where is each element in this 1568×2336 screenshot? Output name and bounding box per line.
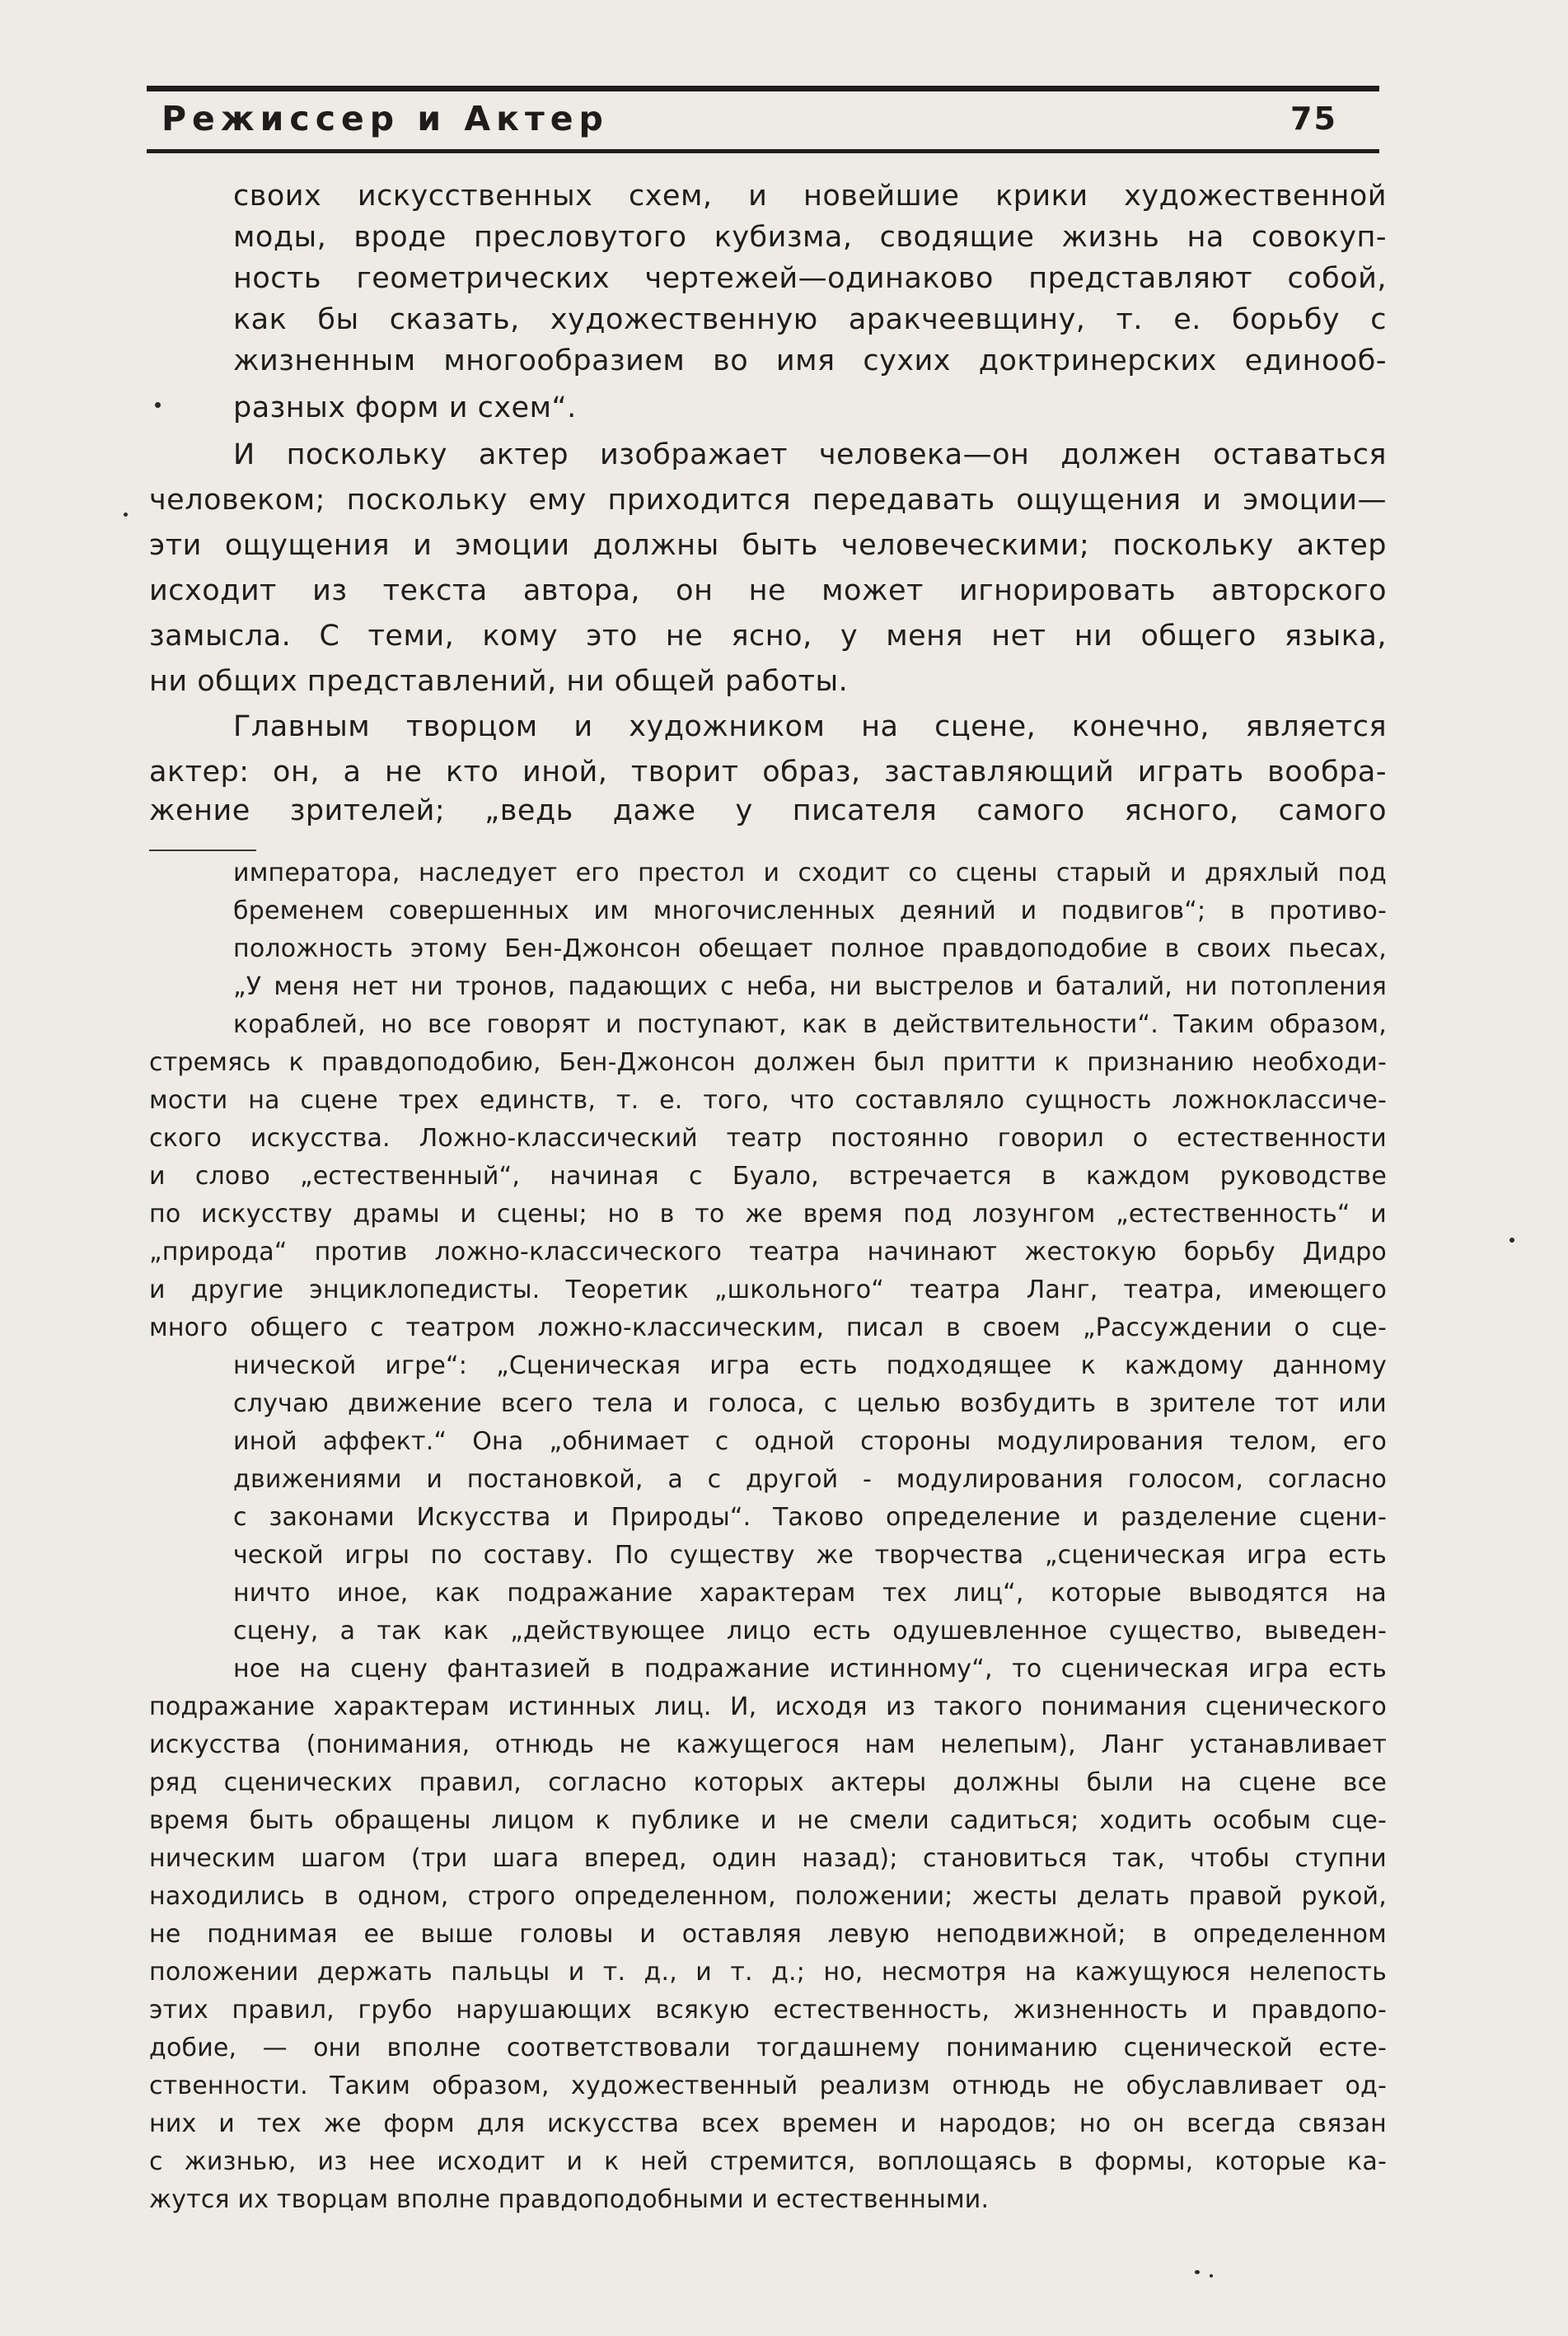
body-line: ни общих представлений, ни общей работы. [149,665,849,698]
footnote-line: много общего с театром ложно-классическим, писал в своем „Рассуждении о сце- [149,1313,1387,1342]
footnote-line: ственности. Таким образом, художественный реализм отнюдь не обуславливает од- [149,2072,1387,2100]
footnote-line: ряд сценических правил, согласно которых актеры должны были на сцене все [149,1768,1387,1797]
footnote-line: ничто иное, как подражание характерам тех лиц“, которые выводятся на [233,1579,1387,1608]
footnote-line: с законами Искусства и Природы“. Таково определение и разделение сцени- [233,1503,1387,1532]
footnote-line: время быть обращены лицом к публике и не смели садиться; ходить особым сце- [149,1806,1387,1835]
footnote-line: бременем совершенных им многочисленных деяний и подвигов“; в противо- [233,896,1387,925]
footnote-line: императора, наследует его престол и сходит со сцены старый и дряхлый под [233,859,1387,887]
paper-speck [155,402,161,408]
body-line: человеком; поскольку ему приходится передавать ощущения и эмоции— [149,484,1387,517]
footnote-line: „природа“ против ложно-классического театра начинают жестокую борьбу Дидро [149,1238,1387,1266]
body-line: моды, вроде пресловутого кубизма, сводящие жизнь на совокуп- [233,221,1387,254]
paper-speck [1509,1238,1514,1243]
footnote-line: добие, — они вполне соответствовали тогдашнему пониманию сценической есте- [149,2034,1387,2062]
footnote-line: ческой игры по составу. По существу же творчества „сценическая игра есть [233,1541,1387,1570]
footnote-line: и другие энциклопедисты. Теоретик „школьного“ театра Ланг, театра, имеющего [149,1276,1387,1304]
body-paragraph-start: И поскольку актер изображает человека—он должен оставаться [233,438,1387,471]
body-line: разных форм и схем“. [233,391,577,424]
footnote-line: этих правил, грубо нарушающих всякую естественность, жизненность и правдопо- [149,1996,1387,2025]
footnote-line: подражание характерам истинных лиц. И, исходя из такого понимания сценического [149,1692,1387,1721]
footnote-line: положении держать пальцы и т. д., и т. д.; но, несмотря на кажущуюся нелепость [149,1958,1387,1987]
paper-speck [124,513,128,517]
footnote-line: стремясь к правдоподобию, Бен-Джонсон должен был притти к признанию необходи- [149,1048,1387,1077]
footnote-line: не поднимая ее выше головы и оставляя левую неподвижной; в определенном [149,1920,1387,1949]
footnote-line: „У меня нет ни тронов, падающих с неба, ни выстрелов и баталий, ни потопления [233,972,1387,1001]
footnote-line: находились в одном, строго определенном, положении; жесты делать правой рукой, [149,1882,1387,1911]
footnote-line: ное на сцену фантазией в подражание истинному“, то сценическая игра есть [233,1655,1387,1683]
header-rule-bottom [147,149,1379,153]
footnote-line: искусства (понимания, отнюдь не кажущегося нам нелепым), Ланг устанавливает [149,1730,1387,1759]
body-line: как бы сказать, художественную аракчеевщину, т. е. борьбу с [233,303,1387,336]
body-line: своих искусственных схем, и новейшие крики художественной [233,180,1387,213]
footnote-line: жутся их творцам вполне правдоподобными и естественными. [149,2185,990,2214]
footnote-line: ническим шагом (три шага вперед, один назад); становиться так, чтобы ступни [149,1844,1387,1873]
body-paragraph-start: Главным творцом и художником на сцене, конечно, является [233,710,1387,743]
header-rule-top [147,86,1379,91]
footnote-line: сцену, а так как „действующее лицо есть одушевленное существо, выведен- [233,1617,1387,1645]
footnote-line: нической игре“: „Сценическая игра есть подходящее к каждому данному [233,1351,1387,1380]
body-line: эти ощущения и эмоции должны быть человеческими; поскольку актер [149,529,1387,562]
body-line: исходит из текста автора, он не может игнорировать авторского [149,574,1387,607]
footnote-line: ского искусства. Ложно-классический театр постоянно говорил о естественности [149,1124,1387,1153]
footnote-separator [149,850,256,851]
footnote-line: кораблей, но все говорят и поступают, как в действительности“. Таким образом, [233,1010,1387,1039]
paper-speck [1210,2274,1213,2277]
footnote-line: случаю движение всего тела и голоса, с целью возбудить в зрителе тот или [233,1389,1387,1418]
body-line: жизненным многообразием во имя сухих доктринерских единооб- [233,344,1387,377]
footnote-line: положность этому Бен-Джонсон обещает полное правдоподобие в своих пьесах, [233,934,1387,963]
paper-speck [1195,2270,1200,2274]
footnote-line: мости на сцене трех единств, т. е. того, что составляло сущность ложноклассиче- [149,1086,1387,1115]
body-line: жение зрителей; „ведь даже у писателя самого ясного, самого [149,794,1387,827]
footnote-line: иной аффект.“ Она „обнимает с одной стороны модулирования телом, его [233,1427,1387,1456]
body-line: замысла. С теми, кому это не ясно, у меня нет ни общего языка, [149,620,1387,653]
running-title: Режиссер и Актер [161,99,609,138]
footnote-line: с жизнью, из нее исходит и к ней стремится, воплощаясь в формы, которые ка- [149,2147,1387,2176]
footnote-line: них и тех же форм для искусства всех времен и народов; но он всегда связан [149,2109,1387,2138]
body-line: ность геометрических чертежей—одинаково представляют собой, [233,262,1387,295]
footnote-line: и слово „естественный“, начиная с Буало, встречается в каждом руководстве [149,1162,1387,1191]
body-line: актер: он, а не кто иной, творит образ, заставляющий играть вообра- [149,756,1387,789]
footnote-line: движениями и постановкой, а с другой - модулирования голосом, согласно [233,1465,1387,1494]
page-number: 75 [1290,101,1337,137]
footnote-line: по искусству драмы и сцены; но в то же время под лозунгом „естественность“ и [149,1200,1387,1229]
